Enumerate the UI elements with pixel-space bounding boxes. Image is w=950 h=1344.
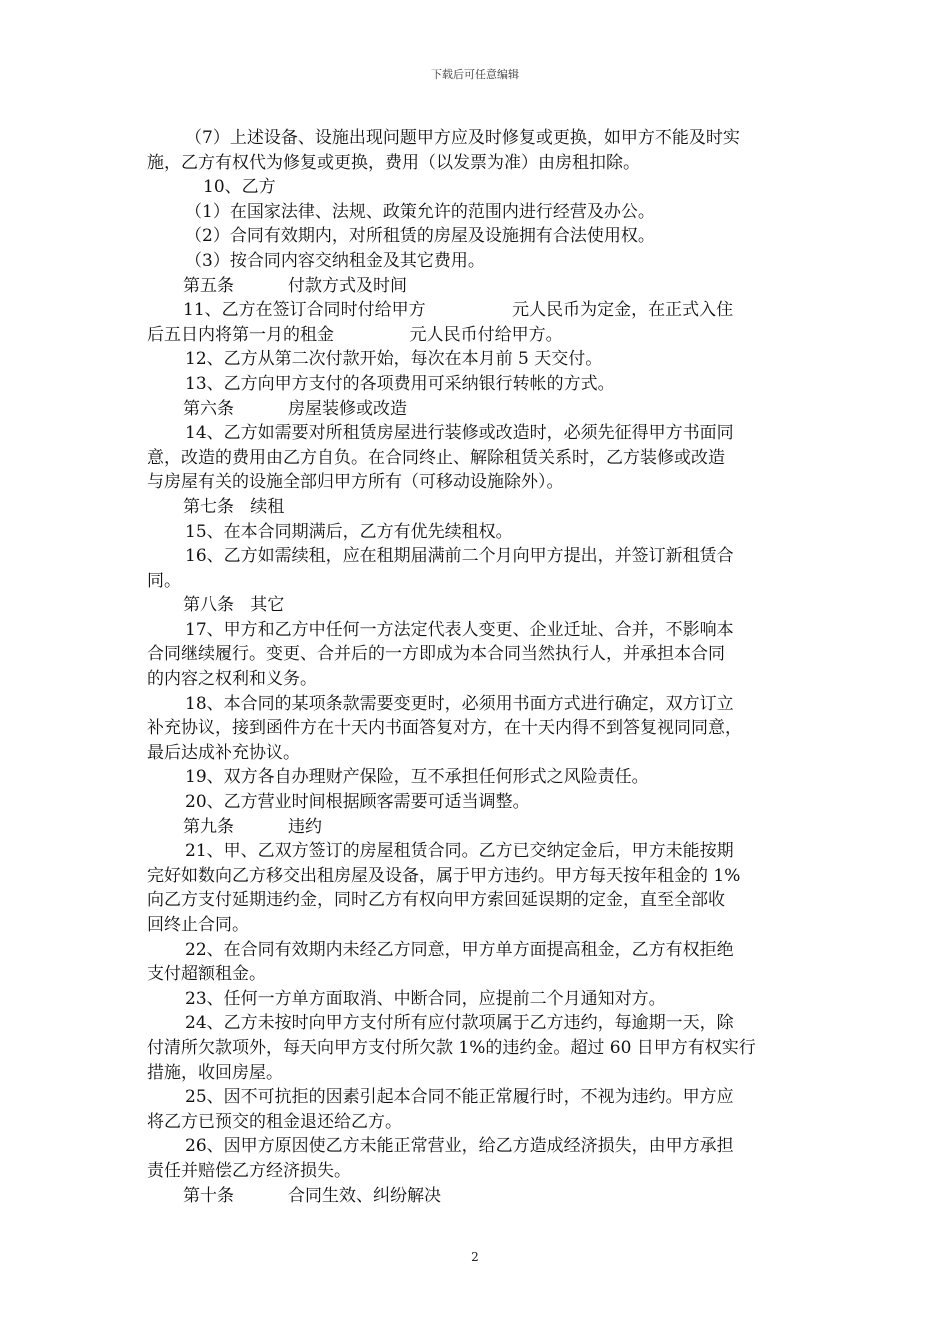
text-line: 最后达成补充协议。 (147, 742, 300, 763)
text-line: 12、乙方从第二次付款开始，每次在本月前 5 天交付。 (185, 349, 603, 370)
text-line: 23、任何一方单方面取消、中断合同，应提前二个月通知对方。 (185, 988, 666, 1009)
text-line: 11、乙方在签订合同时付给甲方 元人民币为定金，在正式入住 (183, 300, 734, 321)
text-line: 22、在合同有效期内未经乙方同意，甲方单方面提高租金，乙方有权拒绝 (185, 939, 734, 960)
page-header: 下载后可任意编辑 (431, 68, 519, 81)
text-line: 15、在本合同期满后，乙方有优先续租权。 (185, 521, 513, 542)
text-line: 的内容之权利和义务。 (147, 669, 317, 690)
text-line: 将乙方已预交的租金退还给乙方。 (147, 1111, 402, 1132)
text-line: 19、双方各自办理财产保险，互不承担任何形式之风险责任。 (185, 767, 649, 788)
text-line: 完好如数向乙方移交出租房屋及设备，属于甲方违约。甲方每天按年租金的 1% (147, 865, 741, 886)
text-line: 与房屋有关的设施全部归甲方所有（可移动设施除外）。 (147, 472, 564, 493)
text-line: 补充协议，接到函件方在十天内书面答复对方，在十天内得不到答复视同同意， (147, 718, 742, 739)
text-line: 向乙方支付延期违约金，同时乙方有权向甲方索回延误期的定金，直至全部收 (147, 890, 725, 911)
text-line: 18、本合同的某项条款需要变更时，必须用书面方式进行确定，双方订立 (185, 693, 734, 714)
text-line: 措施，收回房屋。 (147, 1062, 283, 1083)
text-line: 回终止合同。 (147, 915, 249, 935)
text-line: 10、乙方 (203, 177, 276, 198)
text-line: 付清所欠款项外，每天向甲方支付所欠款 1%的违约金。超过 60 日甲方有权实行 (147, 1037, 756, 1058)
document-body (147, 126, 807, 1208)
text-line: 第五条 付款方式及时间 (183, 275, 408, 296)
text-line: 17、甲方和乙方中任何一方法定代表人变更、企业迁址、合并，不影响本 (185, 619, 734, 640)
text-line: （7）上述设备、设施出现问题甲方应及时修复或更换，如甲方不能及时实 (185, 128, 740, 148)
text-line: 第九条 违约 (183, 816, 323, 837)
text-line: 24、乙方未按时向甲方支付所有应付款项属于乙方违约，每逾期一天，除 (185, 1013, 734, 1034)
text-line: 后五日内将第一月的租金 元人民币付给甲方。 (147, 324, 563, 345)
text-line: 21、甲、乙双方签订的房屋租赁合同。乙方已交纳定金后，甲方未能按期 (185, 841, 734, 862)
text-line: 合同继续履行。变更、合并后的一方即成为本合同当然执行人，并承担本合同 (147, 644, 725, 665)
text-line: 25、因不可抗拒的因素引起本合同不能正常履行时，不视为违约。甲方应 (185, 1087, 734, 1108)
text-line: 第十条 合同生效、纠纷解决 (183, 1185, 442, 1206)
text-line: 13、乙方向甲方支付的各项费用可采纳银行转帐的方式。 (185, 373, 615, 394)
text-line: 14、乙方如需要对所租赁房屋进行装修或改造时，必须先征得甲方书面同 (185, 423, 734, 444)
text-line: 第八条 其它 (183, 595, 285, 616)
text-line: 26、因甲方原因使乙方未能正常营业，给乙方造成经济损失，由甲方承担 (185, 1136, 734, 1157)
text-line: 16、乙方如需续租，应在租期届满前二个月向甲方提出，并签订新租赁合 (185, 546, 734, 567)
text-line: 支付超额租金。 (147, 964, 266, 985)
text-line: 第七条 续租 (183, 496, 285, 517)
text-line: （2）合同有效期内，对所租赁的房屋及设施拥有合法使用权。 (185, 226, 655, 247)
text-line: 意，改造的费用由乙方自负。在合同终止、解除租赁关系时，乙方装修或改造 (147, 447, 725, 468)
text-line: （1）在国家法律、法规、政策允许的范围内进行经营及办公。 (185, 201, 655, 222)
text-line: 第六条 房屋装修或改造 (183, 398, 408, 419)
text-line: 责任并赔偿乙方经济损失。 (147, 1160, 351, 1181)
text-line: （3）按合同内容交纳租金及其它费用。 (185, 250, 485, 271)
text-line: 同。 (147, 570, 181, 591)
text-line: 施，乙方有权代为修复或更换，费用（以发票为准）由房租扣除。 (147, 152, 640, 173)
text-line: 20、乙方营业时间根据顾客需要可适当调整。 (185, 792, 530, 813)
page-number: 2 (471, 1250, 479, 1264)
